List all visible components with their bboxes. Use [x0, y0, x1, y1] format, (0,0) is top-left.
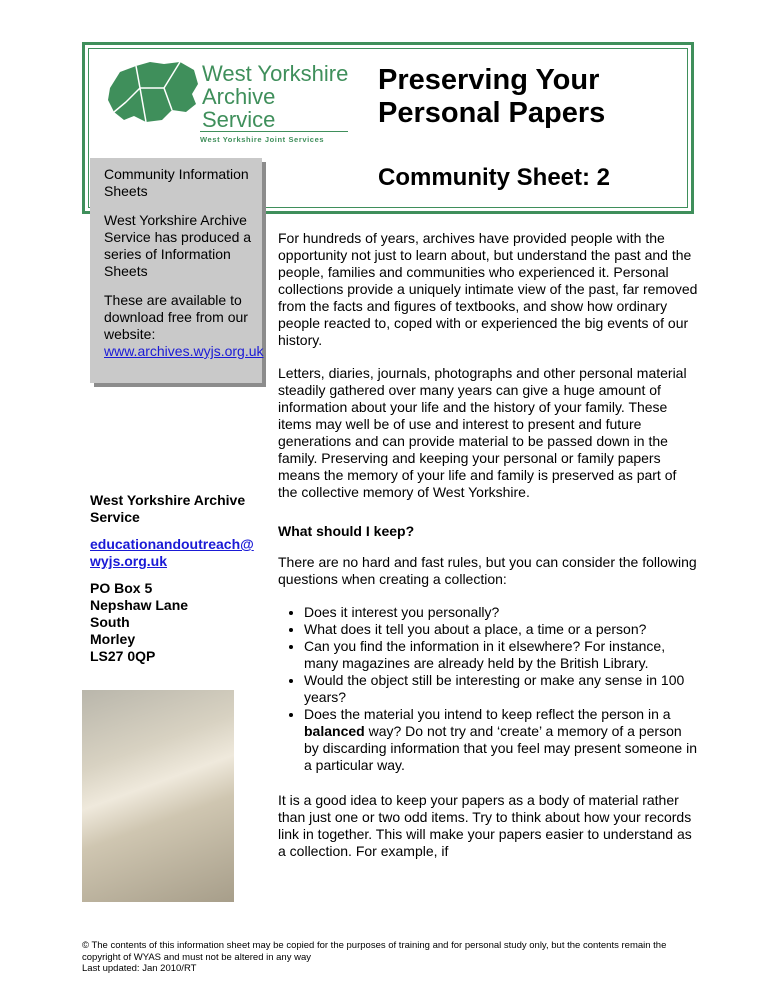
logo-divider	[200, 131, 348, 132]
logo-line-2: Archive	[202, 84, 276, 109]
sidebar-para-2	[104, 292, 264, 360]
questions-intro-paragraph: There are no hard and fast rules, but you can consider the following questions when creating a collection:	[278, 554, 697, 587]
west-yorkshire-map-logo	[106, 58, 200, 126]
footer	[82, 940, 702, 975]
info-sheets-sidebar	[90, 158, 262, 383]
bullet-5-bold: balanced	[304, 723, 365, 739]
sidebar-heading: Community Information Sheets	[104, 166, 249, 199]
section-heading-what-to-keep: What should I keep?	[278, 523, 415, 539]
contact-address	[90, 580, 262, 665]
main-content	[278, 230, 698, 876]
page-title-line-2: Personal Papers	[378, 97, 606, 129]
archive-document-photo	[82, 690, 234, 902]
last-updated: Last updated: Jan 2010/RT	[82, 963, 197, 974]
website-link[interactable]: www.archives.wyjs.org.uk	[104, 343, 264, 359]
address-line: Nepshaw Lane	[90, 597, 189, 613]
copyright-notice: © The contents of this information sheet may be copied for the purposes of training and for personal study only, but the contents remain the copyright of WYAS and must not be altered in any way	[82, 940, 667, 963]
logo-wordmark	[202, 62, 348, 131]
bullet-5-post: way? Do not try and ‘create’ a memory of a person by discarding information that you feel may present someone in a particular way.	[304, 723, 697, 773]
list-item: • Can you find the information in it elsewhere? For instance, many magazines are already held by the British Library.	[304, 638, 698, 672]
intro-paragraph: For hundreds of years, archives have provided people with the opportunity not just to learn about, but understand the past and the people, families and communities who experienced it. Personal collections provide a uniquely intimate view of the past, far removed from the facts and figures of textbooks, and show how ordinary people reacted to, coped with or experienced the big events of our history.	[278, 230, 698, 348]
contact-block	[90, 492, 262, 675]
logo-line-1: West Yorkshire	[202, 61, 349, 86]
logo-subtitle: West Yorkshire Joint Services	[200, 135, 325, 144]
sidebar-para-2-text: These are available to download free from our website:	[104, 292, 248, 342]
address-line: PO Box 5	[90, 580, 153, 596]
contact-org: West Yorkshire Archive Service	[90, 492, 246, 525]
email-link[interactable]: educationandoutreach@wyjs.org.uk	[90, 536, 254, 569]
address-line: South	[90, 614, 130, 630]
address-line: LS27 0QP	[90, 648, 156, 664]
sheet-number: Community Sheet: 2	[378, 164, 611, 191]
list-item	[304, 706, 698, 774]
contact-email-wrap	[90, 536, 262, 570]
list-item: • What does it tell you about a place, a time or a person?	[304, 621, 698, 638]
collection-paragraph: It is a good idea to keep your papers as a body of material rather than just one or two odd items. Try to think about how your records link in together. This will make your papers easier to understand as a collection. For example, if	[278, 792, 692, 859]
list-item: • Would the object still be interesting or make any sense in 100 years?	[304, 672, 698, 706]
questions-list	[278, 604, 698, 774]
personal-material-paragraph: Letters, diaries, journals, photographs and other personal material steadily gathered over many years can give a huge amount of information about your life and the history of your family. These items may well be of use and interest to present and future generations and can provide material to be passed down in the family. Preserving and keeping your personal or family papers means the memory of your life and family is preserved as part of the collective memory of West Yorkshire.	[278, 365, 687, 500]
logo-line-3: Service	[202, 107, 276, 132]
list-item: • Does it interest you personally?	[304, 604, 698, 621]
sidebar-para-1: West Yorkshire Archive Service has produced a series of Information Sheets	[104, 212, 252, 279]
address-line: Morley	[90, 631, 136, 647]
page-title-line-1: Preserving Your	[378, 64, 600, 96]
page-title	[378, 64, 605, 130]
bullet-5-pre: Does the material you intend to keep reflect the person in a	[304, 706, 671, 722]
